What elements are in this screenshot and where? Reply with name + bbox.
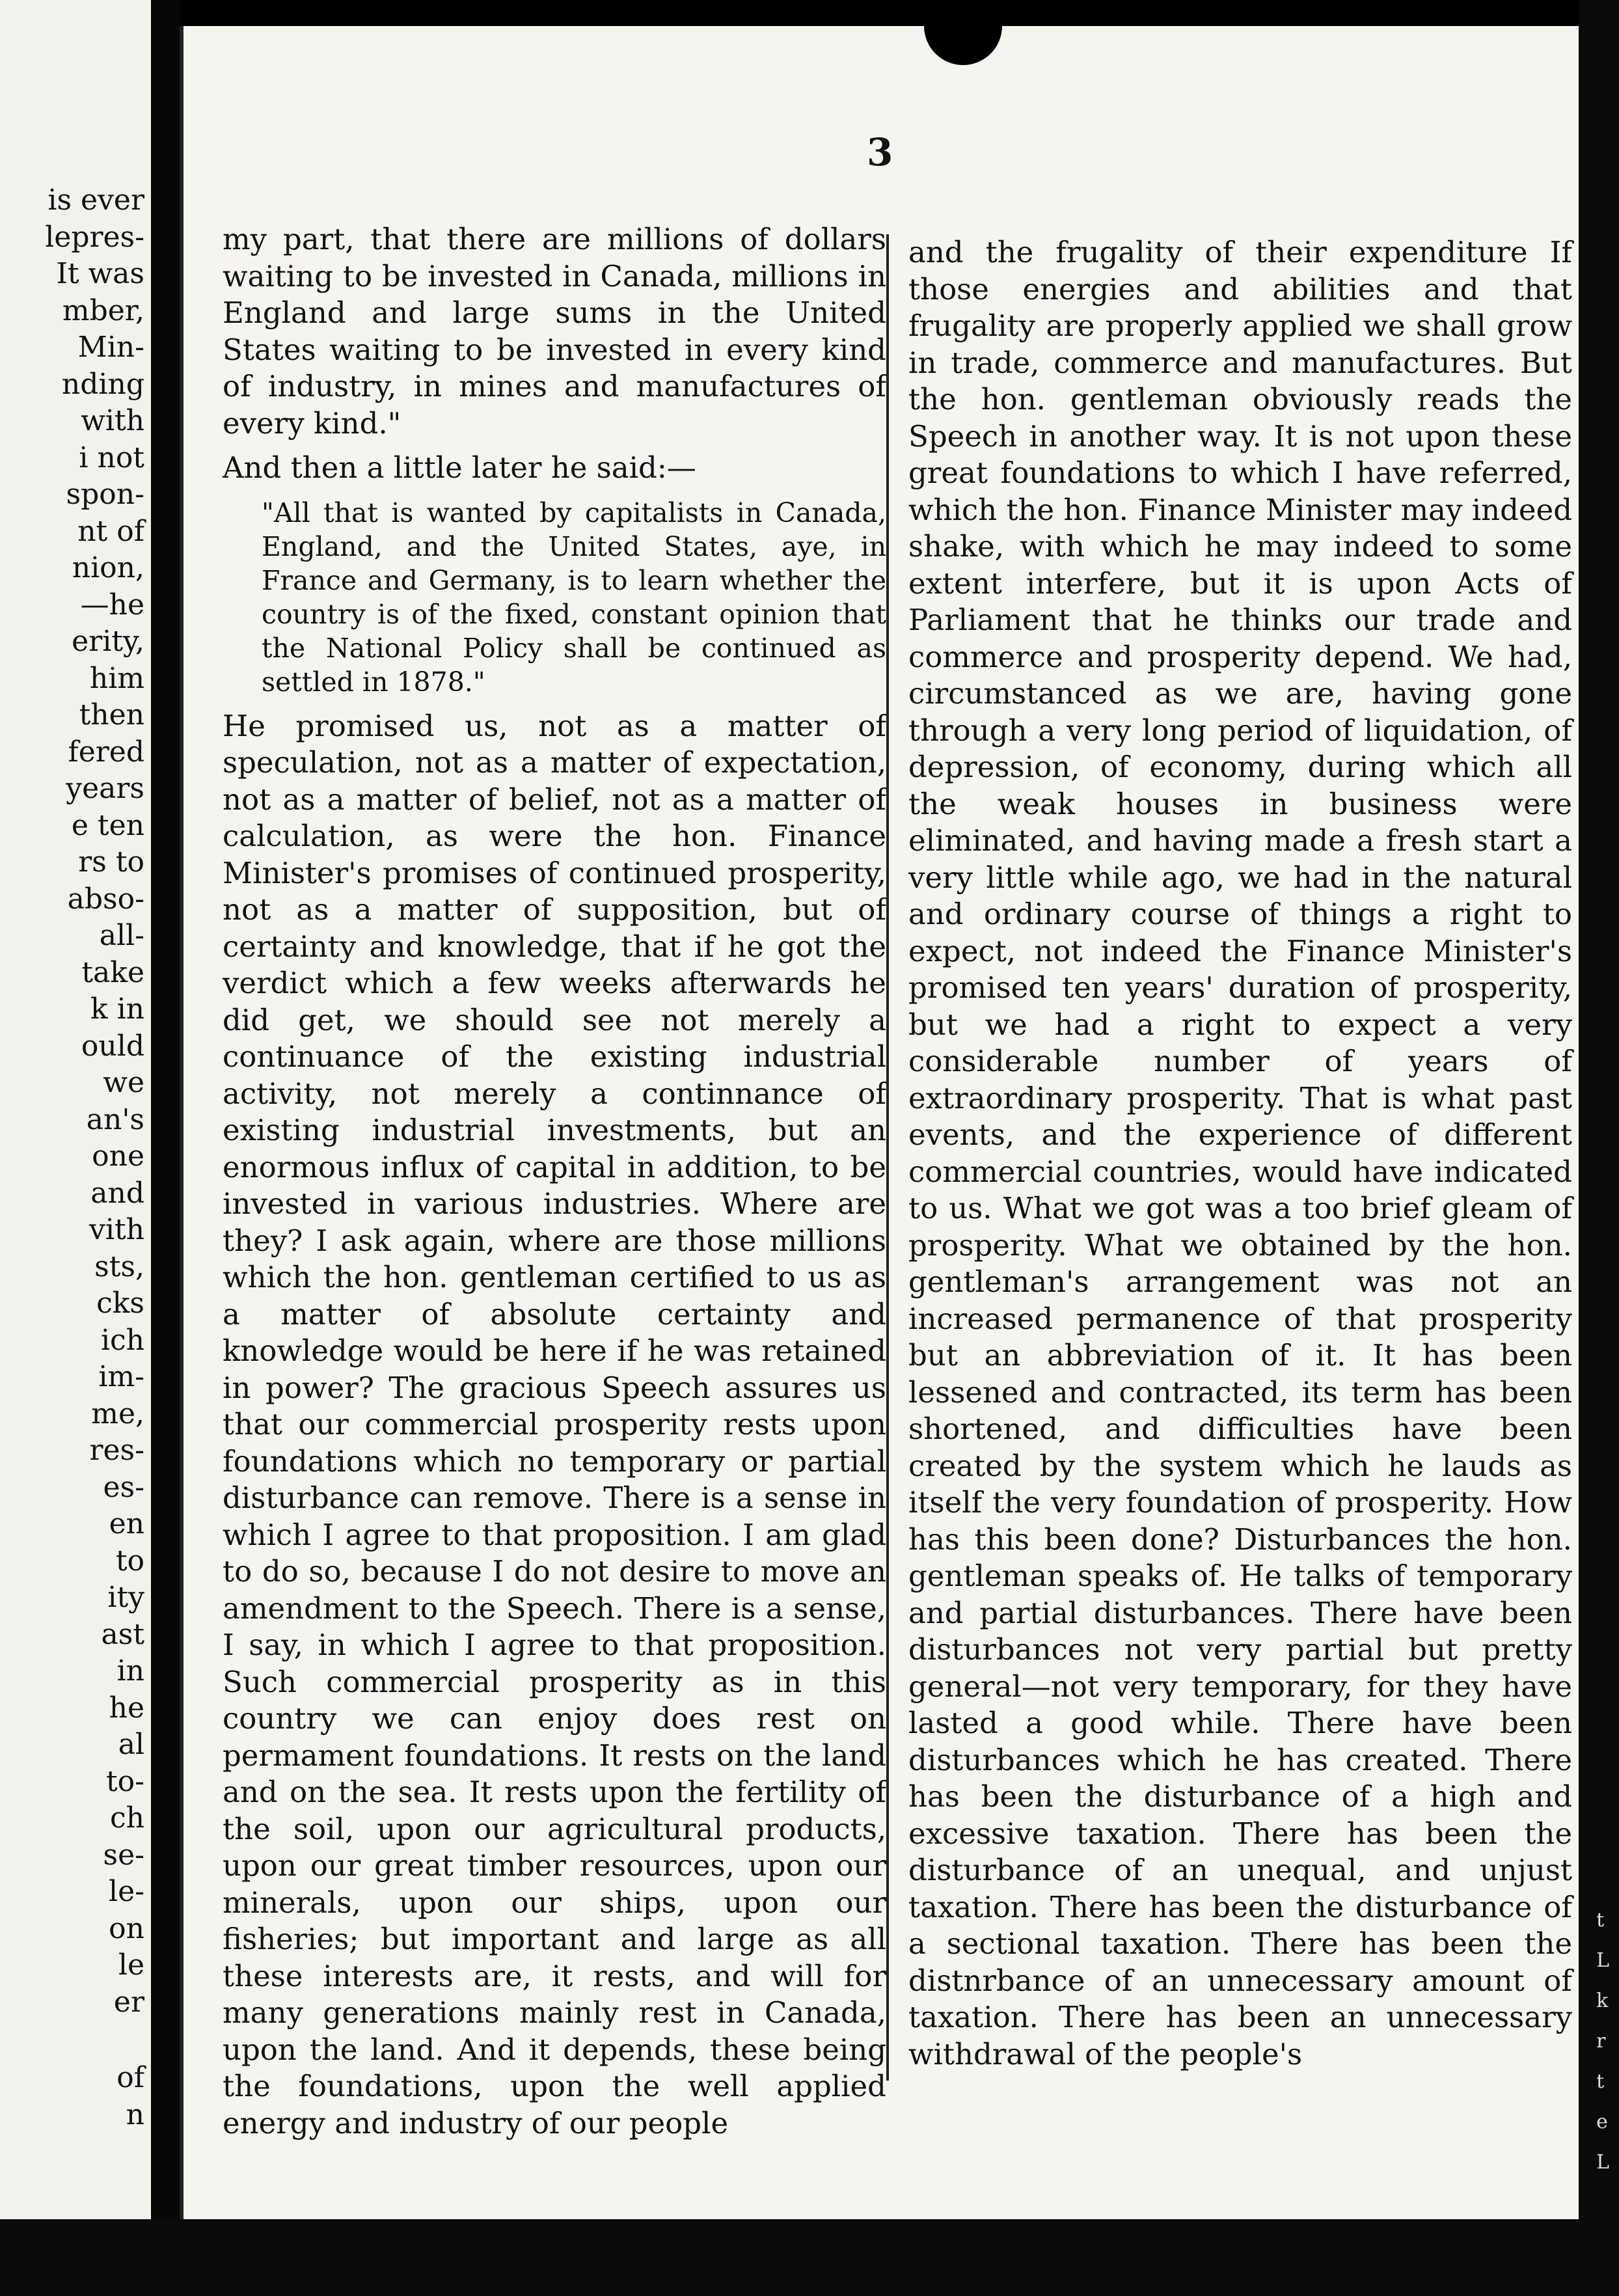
previous-page-text: take <box>81 955 144 989</box>
left-paragraph-2: And then a little later he said:— <box>223 450 696 485</box>
previous-page-text: to <box>115 1544 144 1578</box>
previous-page-text: en <box>109 1507 144 1540</box>
previous-page-text: se- <box>103 1838 144 1872</box>
previous-page-text: nion, <box>72 551 144 584</box>
previous-page-text: abso- <box>67 882 144 916</box>
left-column <box>223 221 886 2150</box>
previous-page-text: on <box>109 1911 144 1945</box>
edge-mark: k <box>1596 1989 1609 2012</box>
previous-page-text: nt of <box>77 514 144 548</box>
block-quote: "All that is wanted by capitalists in Canada, England, and the United States, aye, in France and Germany, is to learn whether the country is of the fixed, constant opinion that the National Policy shall be continued as settled in 1878." <box>262 497 886 698</box>
previous-page-text: res- <box>89 1434 144 1467</box>
previous-page-text: to- <box>105 1764 144 1798</box>
bottom-border <box>0 2219 1619 2296</box>
previous-page-text: me, <box>91 1397 144 1430</box>
previous-page-text: fered <box>68 735 144 769</box>
previous-page-text: It was <box>56 257 144 290</box>
previous-page-text: ich <box>100 1323 144 1357</box>
edge-mark: r <box>1596 2030 1606 2053</box>
previous-page-text: k in <box>90 992 144 1026</box>
page-number: 3 <box>867 130 893 174</box>
previous-page-text: years <box>66 772 144 805</box>
previous-page-text: —he <box>80 588 144 622</box>
previous-page-text: e ten <box>71 808 144 842</box>
previous-page-fragment <box>0 0 151 2239</box>
previous-page-text: ast <box>101 1617 144 1651</box>
edge-mark: t <box>1596 2070 1605 2093</box>
previous-page-text: i not <box>79 441 144 474</box>
previous-page-text: rs to <box>78 845 144 879</box>
previous-page-text: an's <box>86 1102 144 1136</box>
previous-page-text: mber, <box>62 294 144 327</box>
binding-gutter <box>151 0 180 2296</box>
previous-page-text: er <box>113 1985 144 2019</box>
previous-page-text: him <box>89 661 144 695</box>
edge-mark: L <box>1596 1949 1609 1972</box>
previous-page-text: spon- <box>66 478 144 511</box>
previous-page-text: and <box>90 1176 144 1210</box>
previous-page-text: with <box>81 404 144 437</box>
previous-page-text: then <box>79 698 144 731</box>
previous-page-text: vith <box>89 1213 144 1246</box>
previous-page-text: ity <box>107 1581 144 1614</box>
previous-page-text: in <box>116 1654 144 1688</box>
edge-mark: e <box>1596 2111 1608 2133</box>
previous-page-text: le- <box>109 1875 144 1908</box>
previous-page-text: al <box>118 1728 144 1761</box>
previous-page-text: sts, <box>94 1250 144 1283</box>
edge-marks <box>1596 1900 1609 2183</box>
right-paragraph-1: and the frugality of their expenditure If those energies and abilities and that frugality are properly applied we shall grow in trade, commerce and manufactures. But the hon. gentleman obviously reads the Speech in another way. It is not upon these great foundations to which I have referred, which the hon. Finance Minister may indeed shake, with which he may indeed to some extent interfere, but it is upon Acts of Parliament that he thinks our trade and commerce and prosperity depend. We had, circumstanced as we are, having gone through a very long period of liquidation, of depression, of economy, during which all the weak houses in business were eliminated, and having made a fresh start a very little while ago, we had in the natural and ordinary course of things a right to expect, not indeed the Finance Minister's promised ten years' duration of prosperity, but we had a right to expect a very considerable number of years of extraordinary prosperity. That is what past events, and the experience of different commercial countries, would have indicated to us. What we got was a too brief gleam of prosperity. What we obtained by the hon. gentleman's arrangement was not an increased permanence of that prosperity but an abbreviation of it. It has been lessened and contracted, its term has been shortened, and difficulties have been created by the system which he lauds as itself the very foundation of prosperity. How has this been done? Disturbances the hon. gentleman speaks of. He talks of temporary and partial disturbances. There have been disturbances not very partial but pretty general—not very temporary, for they have lasted a good while. There have been disturbances which he has created. There has been the disturbance of a high and excessive taxation. There has been the disturbance of an unequal, and unjust taxation. There has been the disturbance of a sectional taxation. There has been the distnrbance of an unnecessary amount of taxation. There has been an unnecessary withdrawal of the people's <box>908 235 1572 2071</box>
previous-page-text: n <box>126 2098 144 2131</box>
previous-page-text: ould <box>81 1029 144 1063</box>
previous-page-text: es- <box>103 1470 144 1504</box>
previous-page-text: nding <box>61 367 144 401</box>
previous-page-text: he <box>109 1691 144 1725</box>
previous-page-text: of <box>116 2061 144 2094</box>
previous-page-text: erity, <box>72 625 144 658</box>
previous-page-text: is ever <box>48 184 144 217</box>
previous-page-text: im- <box>98 1360 144 1393</box>
previous-page-text: lepres- <box>45 220 144 254</box>
left-paragraph-3: He promised us, not as a matter of speculation, not as a matter of expectation, not as a matter of belief, not as a matter of calculation, as were the hon. Finance Minister's promises of continued prosperity, not as a matter of supposition, but of certainty and knowledge, that if he got the verdict which a few weeks afterwards he did get, we should see not merely a continuance of the existing industrial activity, not merely a continnance of existing industrial investments, but an enormous influx of capital in addition, to be invested in various industries. Where are they? I ask again, where are those millions which the hon. gentleman certified to us as a matter of absolute certainty and knowledge would be here if he was retained in power? The gracious Speech assures us that our commercial prosperity rests upon foundations which no temporary or partial disturbance can remove. There is a sense in which I agree to that proposition. I am glad to do so, because I do not desire to move an amendment to the Speech. There is a sense, I say, in which I agree to that proposition. Such commercial prosperity as in this country we can enjoy does rest on permament foundations. It rests on the land and on the sea. It rests upon the fertility of the soil, upon our agricultural products, upon our great timber resources, upon our minerals, upon our ships, upon our fisheries; but important and large as all these interests are, it rests, and will for many generations mainly rest in Canada, upon the land. And it depends, these being the foundations, upon the well applied energy and industry of our people <box>223 708 886 2140</box>
edge-mark: t <box>1596 1909 1605 1932</box>
previous-page-text: le <box>118 1948 144 1982</box>
previous-page-text: Min- <box>77 331 144 364</box>
page <box>180 26 1583 2219</box>
previous-page-text: ch <box>110 1801 144 1835</box>
edge-mark: L <box>1596 2151 1609 2174</box>
previous-page-text: we <box>103 1066 144 1099</box>
previous-page-text: all- <box>99 919 144 952</box>
right-edge <box>1579 0 1619 2296</box>
right-column <box>886 234 1572 2081</box>
previous-page-text: cks <box>96 1287 144 1320</box>
left-paragraph-1: my part, that there are millions of dollars waiting to be invested in Canada, millions in England and large sums in the United States waiting to be invested in every kind of industry, in mines and manufactures of every kind." <box>223 222 886 441</box>
previous-page-text: one <box>92 1140 144 1173</box>
